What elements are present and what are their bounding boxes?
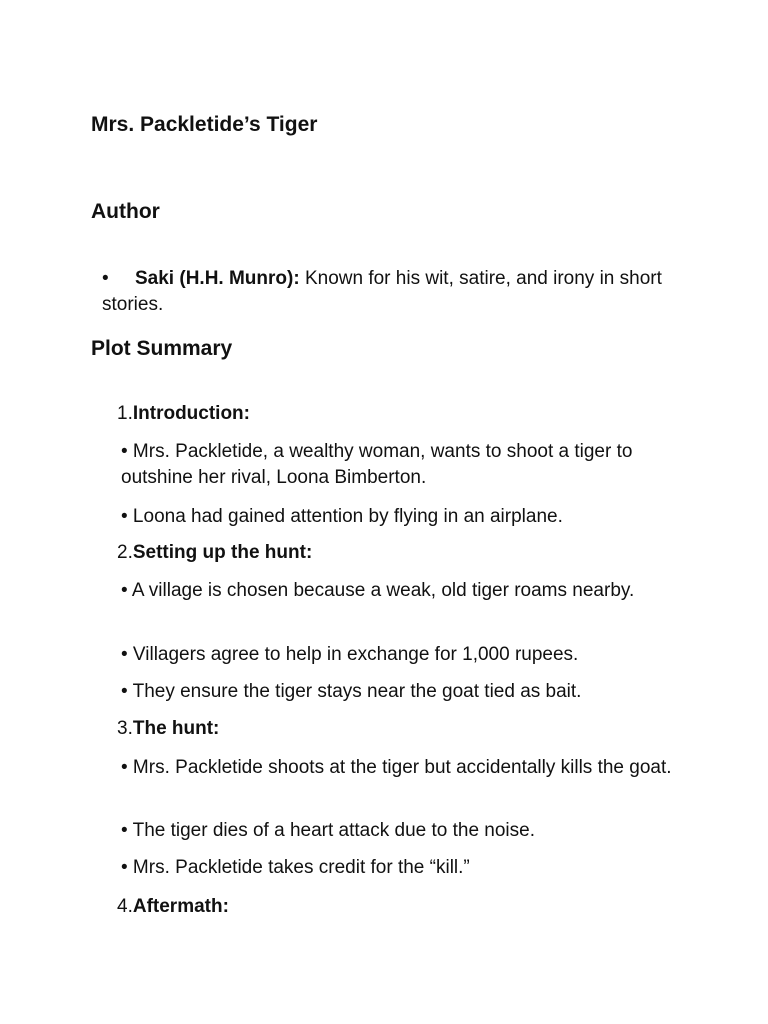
- section-heading: [117, 540, 312, 566]
- list-item: • Villagers agree to help in exchange for 1,000 rupees.: [121, 644, 579, 665]
- section-heading: [117, 401, 250, 427]
- author-description: Known for his wit, satire, and irony in short stories.: [102, 268, 662, 315]
- section-heading: [117, 894, 229, 920]
- list-item: • Loona had gained attention by flying in an airplane.: [121, 506, 563, 527]
- list-item: • A village is chosen because a weak, old tiger roams nearby.: [121, 580, 635, 601]
- list-item: • Mrs. Packletide, a wealthy woman, wants to shoot a tiger to outshine her rival, Loona Bimberton.: [121, 441, 633, 488]
- section-number: 2.: [117, 542, 133, 563]
- document-title: Mrs. Packletide’s Tiger: [91, 113, 318, 136]
- list-item: • The tiger dies of a heart attack due to the noise.: [121, 820, 536, 841]
- section-number: 3.: [117, 718, 133, 739]
- section-title: Aftermath:: [132, 896, 229, 917]
- author-bullet: [102, 266, 682, 318]
- bullet-symbol: •: [102, 268, 109, 289]
- section-heading: [117, 716, 219, 742]
- author-heading: Author: [91, 200, 160, 223]
- section-number: 4.: [117, 896, 133, 917]
- list-item: • They ensure the tiger stays near the goat tied as bait.: [121, 681, 582, 702]
- section-title: Setting up the hunt:: [132, 542, 313, 563]
- list-item: • Mrs. Packletide shoots at the tiger but accidentally kills the goat.: [121, 757, 672, 778]
- author-name: Saki (H.H. Munro):: [135, 268, 300, 289]
- section-title: Introduction:: [132, 403, 250, 424]
- section-title: The hunt:: [132, 718, 220, 739]
- section-number: 1.: [117, 403, 133, 424]
- list-item: • Mrs. Packletide takes credit for the “kill.”: [121, 857, 470, 878]
- plot-summary-heading: Plot Summary: [91, 337, 233, 360]
